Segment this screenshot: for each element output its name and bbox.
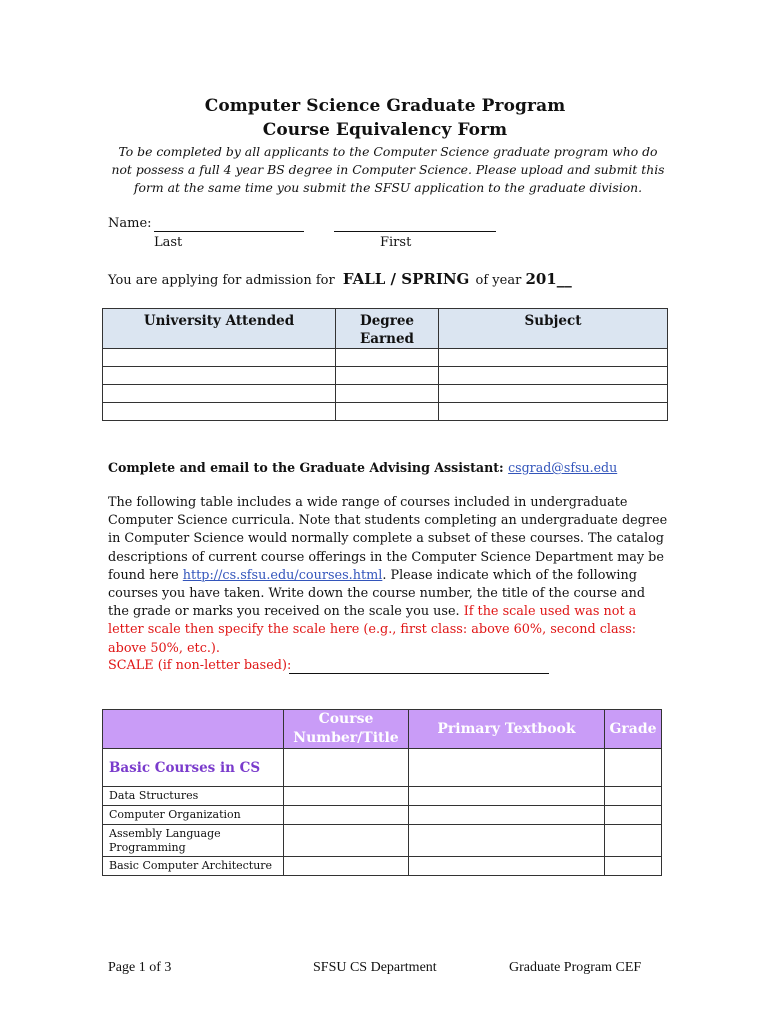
intro-text: To be completed by all applicants to the Computer Science graduate program who do not possess a full 4 year BS degree in Computer Science. Please upload and submit this form at the same time you submit the SFSU application to the graduate division. bbox=[111, 144, 665, 195]
table-row bbox=[103, 349, 668, 367]
grade-cell[interactable] bbox=[605, 806, 662, 825]
table-row bbox=[103, 403, 668, 421]
grade-cell[interactable] bbox=[605, 825, 662, 857]
admission-year[interactable]: 201__ bbox=[525, 270, 572, 288]
header-degree: Degree Earned bbox=[336, 309, 439, 349]
textbook-cell[interactable] bbox=[409, 749, 605, 787]
table-row bbox=[103, 787, 662, 806]
course-number-cell[interactable] bbox=[284, 825, 409, 857]
contact-email-link[interactable]: csgrad@sfsu.edu bbox=[508, 460, 618, 475]
form-title-line2: Course Equivalency Form bbox=[262, 120, 508, 140]
scale-label: SCALE (if non-letter based): bbox=[108, 658, 292, 673]
grade-cell[interactable] bbox=[605, 787, 662, 806]
instructions-part2: . Please indicate which of the following courses you have taken. Write down the course number, the title of the course and the grade or marks you received on the scale you use. bbox=[108, 567, 646, 620]
university-cell[interactable] bbox=[103, 403, 336, 421]
university-table bbox=[102, 308, 668, 421]
header-blank bbox=[103, 710, 284, 749]
table-row bbox=[103, 367, 668, 385]
header-textbook: Primary Textbook bbox=[409, 710, 605, 749]
admission-prefix: You are applying for admission for bbox=[108, 273, 335, 288]
course-name: Assembly Language Programming bbox=[103, 825, 284, 857]
subject-cell[interactable] bbox=[439, 385, 668, 403]
section-row bbox=[103, 749, 662, 787]
admission-term[interactable]: FALL / SPRING bbox=[342, 270, 470, 288]
contact-line bbox=[108, 460, 617, 475]
header-grade: Grade bbox=[605, 710, 662, 749]
degree-cell[interactable] bbox=[336, 349, 439, 367]
footer-form: Graduate Program CEF bbox=[509, 960, 642, 975]
course-table bbox=[102, 709, 662, 876]
section-basic-courses: Basic Courses in CS bbox=[103, 749, 284, 787]
course-name: Data Structures bbox=[103, 787, 284, 806]
degree-cell[interactable] bbox=[336, 385, 439, 403]
course-number-cell[interactable] bbox=[284, 857, 409, 876]
degree-cell[interactable] bbox=[336, 403, 439, 421]
form-title-line1: Computer Science Graduate Program bbox=[204, 96, 566, 116]
course-name: Computer Organization bbox=[103, 806, 284, 825]
scale-note: If the scale used was not a letter scale then specify the scale here (e.g., first class: above 60%, second class: above 50%, etc.). bbox=[108, 604, 637, 656]
header-subject: Subject bbox=[439, 309, 668, 349]
last-caption: Last bbox=[154, 235, 183, 250]
university-cell[interactable] bbox=[103, 367, 336, 385]
textbook-cell[interactable] bbox=[409, 787, 605, 806]
header-course-number: Course Number/Title bbox=[284, 710, 409, 749]
first-name-field[interactable] bbox=[334, 231, 496, 232]
university-table-header bbox=[103, 309, 668, 349]
table-row bbox=[103, 825, 662, 857]
name-label: Name: bbox=[108, 216, 152, 231]
course-name: Basic Computer Architecture bbox=[103, 857, 284, 876]
textbook-cell[interactable] bbox=[409, 825, 605, 857]
course-table-header bbox=[103, 710, 662, 749]
footer-department: SFSU CS Department bbox=[313, 960, 437, 975]
instructions-paragraph bbox=[108, 494, 668, 658]
subject-cell[interactable] bbox=[439, 349, 668, 367]
contact-label: Complete and email to the Graduate Advising Assistant: bbox=[108, 460, 504, 475]
footer-page: Page 1 of 3 bbox=[108, 960, 172, 975]
textbook-cell[interactable] bbox=[409, 806, 605, 825]
course-number-cell[interactable] bbox=[284, 787, 409, 806]
course-number-cell[interactable] bbox=[284, 749, 409, 787]
university-cell[interactable] bbox=[103, 349, 336, 367]
header-university: University Attended bbox=[103, 309, 336, 349]
instructions-part1: The following table includes a wide range of courses included in undergraduate Computer Science curricula. Note that students completing an undergraduate degree in Computer Science would normally complete a subset of these courses. The catalog descriptions of current course offerings in the Computer Science Department may be found here bbox=[108, 495, 668, 583]
grade-cell[interactable] bbox=[605, 749, 662, 787]
scale-field[interactable] bbox=[289, 673, 549, 674]
admission-middle: of year bbox=[475, 273, 522, 288]
admission-line bbox=[108, 270, 572, 288]
courses-link[interactable]: http://cs.sfsu.edu/courses.html bbox=[182, 567, 383, 583]
university-cell[interactable] bbox=[103, 385, 336, 403]
table-row bbox=[103, 806, 662, 825]
grade-cell[interactable] bbox=[605, 857, 662, 876]
course-number-cell[interactable] bbox=[284, 806, 409, 825]
first-caption: First bbox=[380, 235, 412, 250]
subject-cell[interactable] bbox=[439, 367, 668, 385]
last-name-field[interactable] bbox=[154, 231, 304, 232]
table-row bbox=[103, 385, 668, 403]
subject-cell[interactable] bbox=[439, 403, 668, 421]
degree-cell[interactable] bbox=[336, 367, 439, 385]
table-row bbox=[103, 857, 662, 876]
textbook-cell[interactable] bbox=[409, 857, 605, 876]
